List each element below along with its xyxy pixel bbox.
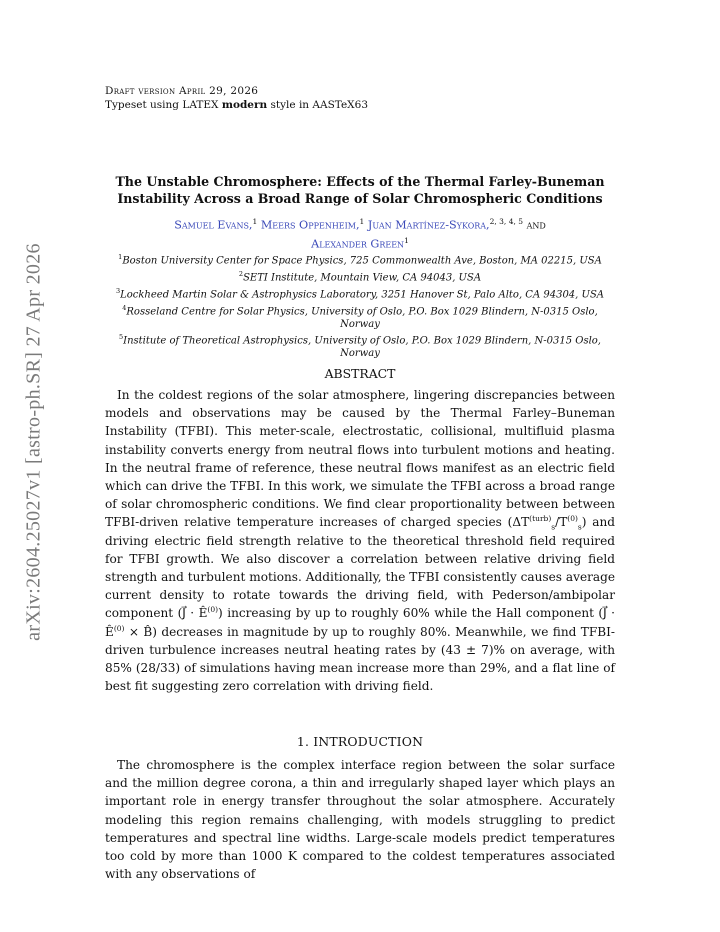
affiliations bbox=[108, 251, 612, 361]
typeset-prefix: Typeset using bbox=[105, 99, 183, 111]
typeset-suffix: style in AASTeX63 bbox=[267, 99, 368, 111]
affiliation: $^1$Boston University Center for Space Physics, 725 Commonwealth Ave, Boston, MA 02215, USA bbox=[118, 253, 602, 267]
section-heading-introduction: 1. INTRODUCTION bbox=[296, 734, 424, 749]
draft-version: Draft version April 29, 2026 bbox=[105, 85, 259, 97]
affiliation: $^2$SETI Institute, Mountain View, CA 94043, USA bbox=[238, 269, 482, 284]
title-line-2: Instability Across a Broad Range of Solar Chromospheric Conditions bbox=[117, 191, 603, 206]
modern-style: modern bbox=[221, 99, 268, 111]
introduction-body: The chromosphere is the complex interface region between the solar surface and the million degree corona, a thin and irregularly shaped layer which plays an important role in energy transfer throughout the solar atmosphere. Accurately modeling this region remains challenging, with models struggling to predict temperatures and spectral line widths. Large-scale models predict temperatures too cold by more than 1000 K compared to the coldest temperatures associated with any observations of bbox=[105, 758, 615, 882]
author-and: and bbox=[526, 218, 546, 232]
arxiv-id: arXiv:2604.25027v1 [astro-ph.SR] 27 Apr 2026 bbox=[22, 243, 45, 641]
title-line-1: The Unstable Chromosphere: Effects of the Thermal Farley-Buneman bbox=[115, 174, 605, 189]
paper-title bbox=[100, 173, 620, 207]
author-affil-sup: 2, 3, 4, 5 bbox=[489, 217, 524, 226]
author-affil-sup: 1 bbox=[359, 217, 365, 226]
abstract-heading: ABSTRACT bbox=[324, 366, 396, 381]
author-link[interactable]: Samuel Evans, bbox=[174, 218, 253, 232]
latex-logo: LATEX bbox=[182, 99, 219, 111]
draft-header bbox=[105, 84, 368, 112]
typeset-line bbox=[105, 98, 368, 112]
abstract-body: In the coldest regions of the solar atmosphere, lingering discrepancies between models and observations may be caused by the Thermal Farley–Buneman Instability (TFBI). This meter-scale, electrostatic, collisional, multifluid plasma instability converts energy from neutral flows into turbulent motions and heating. In the neutral frame of reference, these neutral flows manifest as an electric field which can drive the TFBI. In this work, we simulate the TFBI across a broad range of solar chromospheric conditions. We find clear proportionality between between TFBI-driven relative temperature increases of charged species $(\Delta T^{(turb)}_s/T^{(0)}_s)$ and driving electric field strength relative to the theoretical threshold field required for TFBI growth. We also discover a correlation between relative driving field strength and turbulent motions. Additionally, the TFBI consistently causes average current density to rotate towards the driving field, with Pederson/ambipolar component (J⃗ · $Ê^{(0)}$) increasing by up to roughly 60% while the Hall component (J⃗ · $Ê^{(0)}$ × B̂) decreases in magnitude by up to roughly 80%. Meanwhile, we find TFBI-driven turbulence increases neutral heating rates by (43 ± 7)% on average, with 85% (28/33) of simulations having mean increase more than 29%, and a flat line of best fit suggesting zero correlation with driving field. bbox=[105, 388, 615, 694]
affiliation: $^4$Rosseland Centre for Solar Physics, University of Oslo, P.O. Box 1029 Blindern, N-0315 Oslo, Norway bbox=[122, 303, 598, 330]
author-link[interactable]: Juan Martínez-Sykora, bbox=[367, 218, 490, 232]
author-affil-sup: 1 bbox=[404, 235, 409, 245]
arxiv-sidebar bbox=[14, 232, 54, 652]
author-affil-sup: 1 bbox=[252, 217, 258, 226]
author-link[interactable]: Alexander Green bbox=[311, 237, 405, 251]
affiliation: $^5$Institute of Theoretical Astrophysics, University of Oslo, P.O. Box 1029 Blindern, N-0315 Oslo, Norway bbox=[119, 333, 601, 360]
author-link[interactable]: Meers Oppenheim, bbox=[260, 218, 360, 232]
author-list bbox=[105, 214, 615, 251]
affiliation: $^3$Lockheed Martin Solar & Astrophysics Laboratory, 3251 Hanover St, Palo Alto, CA 94304, USA bbox=[115, 286, 605, 301]
